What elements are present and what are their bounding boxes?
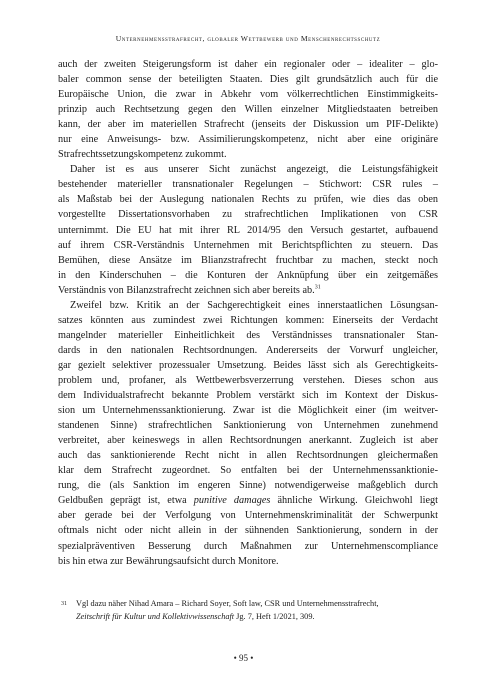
text-line: baler common sense der beteiligten Staaten. Dies gilt grundsätzlich auch für die [58,74,438,86]
footnote-line [76,611,439,624]
text-line: dards in den nationalen Rechtsordnungen. Andererseits der Vorwurf ungleicher, [58,344,438,356]
text-line: Strafrechtssetzungskompetenz zukommt. [58,149,227,161]
footnote-citation: Jg. 7, Heft 1/2021, 309. [234,611,315,621]
text-line: Daher ist es aus unserer Sicht zunächst angezeigt, die Leistungsfähigkeit [70,164,438,176]
text-line: Zweifel bzw. Kritik an der Sachgerechtigkeit eines innerstaatlichen Lösungsan- [70,299,438,311]
text-line: nur eine Anweisungs- bzw. Assimilierungskompetenz, nicht aber eine originäre [58,134,438,146]
text-line: kann, der aber im materiellen Strafrecht (jenseits der Diskussion um PIF-Delikte) [58,119,438,131]
text-line [58,283,438,298]
paragraph-3 [58,298,438,569]
text-line: auch der zweiten Steigerungsform ist daher ein regionaler oder – idealiter – glo- [58,59,438,70]
text-line: problem und, profaner, als Wettbewerbsverzerrung verstehen. Dieses schon aus [58,374,438,386]
text-line: klar dem Strafrecht zugeordnet. So entfalten bei der Unternehmenssanktionie- [58,465,438,477]
footnote-line: Vgl dazu näher Nihad Amara – Richard Soyer, Soft law, CSR und Unternehmensstrafrecht, [76,599,379,608]
text-line: aber gerade bei der Verfolgung von Unternehmenskriminalität der Schwerpunkt [58,510,438,522]
text-line: dem Individualstrafrecht bekannte Problem verstärkt sich im Kontext der Diskus- [58,390,438,402]
text-line: bis hin etwa zur Bewährungsaufsicht durch Monitore. [58,555,279,567]
text-line: spezialpräventiven Besserung durch Maßnahmen zur Unternehmenscompliance [58,540,438,552]
paragraph-1 [58,57,438,162]
text-line: standenen Sinne) strafrechtlichen Sanktionierung von Unternehmen zunehmend [58,420,438,432]
footnote-reference[interactable]: 31 [314,284,321,291]
footnote [61,598,439,623]
text-line: gar gezielt selektiver prozessualer Umsetzung. Beides lässt sich als Gerechtigkeits- [58,359,438,371]
paragraph-2 [58,162,438,297]
text-line: unternimmt. Die EU hat mit ihrer RL 2014/95 den Versuch gestartet, aufbauend [58,224,438,236]
text-line: satzes könnten aus zumindest zwei Richtungen kommen: Einerseits der Verdacht [58,314,438,326]
text-line: mangelnder materieller Einheitlichkeit des Verständnisses transnationaler Stan- [58,329,438,341]
text-line: in den Kinderschuhen – die Konturen der Anknüpfung über ein zeitgemäßes [58,269,438,281]
text-line: Europäische Union, die zwar in Abkehr vom völkerrechtlichen Einstimmigkeits- [58,89,438,101]
italic-term: punitive damages [193,495,271,507]
text-line: auf ihrem CSR-Verständnis Unternehmen mit Berichtspflichten zu steuern. Das [58,239,438,251]
text-line-content: Verständnis von Bilanzstrafrecht zeichnen sich aber bereits ab. [58,284,315,296]
footnote-number: 31 [61,601,67,607]
text-line: auch das sanktionierende Recht nicht in allen Rechtsordnungen gleichermaßen [58,450,438,462]
text-line: sion um Unternehmenssanktionierung. Zwar ist die Möglichkeit einer (im weitver- [58,405,438,417]
text-line [58,493,438,508]
text-line: rung, die (als Sanktion im engeren Sinne) notwendigerweise maßgeblich durch [58,480,438,492]
main-text [58,57,438,569]
text-line-content: ähnliche Wirkung. Gleichwohl liegt [270,495,438,507]
text-line: als Maßstab bei der Auslegung nationalen Rechts zu prüfen, wie dies das oben [58,194,438,206]
text-line: bestehender materieller transnationaler Regelungen – Stichwort: CSR rules – [58,179,438,191]
text-line: prinzip auch Rechtsetzung gegen den Willen einzelner Mitgliedstaaten betreiben [58,104,438,116]
journal-title: Zeitschrift für Kultur und Kollektivwissenschaft [76,611,235,621]
text-line-content: Geldbußen geprägt ist, etwa [58,495,194,507]
page-number: • 95 • [233,653,254,663]
text-line: Bemühen, diese Ansätze im Blianzstrafrecht fruchtbar zu machen, steckt noch [58,254,438,266]
running-header: Unternehmensstrafrecht, globaler Wettbewerb und Menschenrechtsschutz [115,34,381,43]
text-line: oftmals nicht oder nicht allein in der sühnenden Sanktionierung, sondern in der [58,525,438,537]
text-line: verbreitet, aber keineswegs in allen Rechtsordnungen anerkannt. Zugleich ist aber [58,435,438,447]
text-line: vorgestellte Dissertationsvorhaben zu strafrechtlichen Implikationen von CSR [58,209,438,221]
